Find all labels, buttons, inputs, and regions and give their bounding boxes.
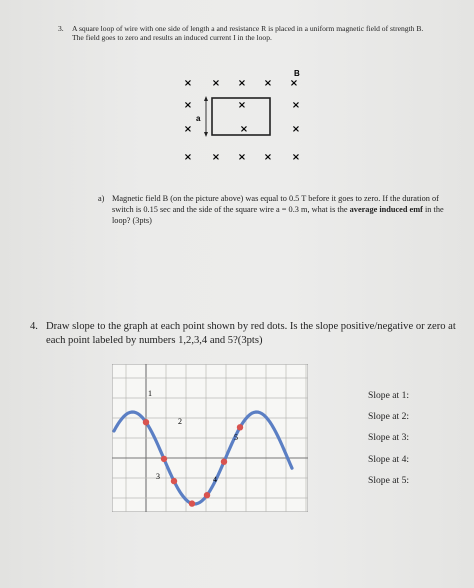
question-3a-text-start: Magnetic field B (on the picture above) was equal to 0.5 T before it goes to zero. If the duration of switch is 0.15 sec and the side of the square wire a = 0.3 m, what is the: [112, 194, 439, 214]
field-x-mark: ×: [263, 152, 273, 163]
question-4-text: Draw slope to the graph at each point shown by red dots. Is the slope positive/negative or zero at each point labeled by numbers 1,2,3,4 and 5?(3pts): [46, 321, 456, 346]
question-3-number: 3.: [58, 24, 64, 33]
magnetic-field-diagram: [160, 64, 320, 174]
question-3-text: A square loop of wire with one side of length a and resistance R is placed in a uniform magnetic field of strength B. The field goes to zero and results an induced current I in the loop.: [72, 24, 424, 42]
red-dot: [204, 492, 210, 498]
field-x-mark: ×: [211, 152, 221, 163]
field-x-mark: ×: [183, 78, 193, 89]
field-x-mark: ×: [289, 78, 299, 89]
point-label-4: 4: [213, 475, 217, 484]
point-label-1: 1: [148, 389, 152, 398]
field-x-mark: ×: [291, 100, 301, 111]
field-x-mark: ×: [183, 124, 193, 135]
question-4-number: 4.: [30, 321, 38, 332]
red-dot: [171, 478, 177, 484]
red-dot: [237, 424, 243, 430]
question-3a-text-end: in the loop? (3pts): [112, 205, 444, 225]
slope-at-5: Slope at 5:: [368, 475, 410, 486]
field-x-mark: ×: [291, 124, 301, 135]
field-x-mark: ×: [211, 78, 221, 89]
field-label-b: B: [294, 69, 300, 78]
red-dot: [221, 459, 227, 465]
slope-at-3: Slope at 3:: [368, 432, 410, 443]
field-x-mark: ×: [237, 152, 247, 163]
red-dot: [189, 500, 195, 506]
red-dot: [143, 419, 149, 425]
point-label-3: 3: [156, 472, 160, 481]
field-x-mark: ×: [237, 100, 247, 111]
field-x-mark: ×: [183, 152, 193, 163]
arrow-head-up: [204, 96, 208, 101]
slope-at-1: Slope at 1:: [368, 390, 410, 401]
field-x-mark: ×: [183, 100, 193, 111]
side-label-a: a: [196, 114, 201, 123]
point-label-5: 5: [234, 433, 238, 442]
slope-at-2: Slope at 2:: [368, 411, 410, 422]
sine-graph: [112, 364, 308, 512]
field-x-mark: ×: [237, 78, 247, 89]
question-3a-label: a): [98, 194, 105, 203]
question-3a-text: [112, 193, 446, 226]
field-x-mark: ×: [239, 124, 249, 135]
question-3a-bold: average induced emf: [349, 205, 423, 214]
field-x-marks: [184, 78, 300, 163]
red-dot: [161, 456, 167, 462]
arrow-head-down: [204, 132, 208, 137]
slope-at-4: Slope at 4:: [368, 454, 410, 465]
field-x-mark: ×: [291, 152, 301, 163]
point-label-2: 2: [178, 417, 182, 426]
field-x-mark: ×: [263, 78, 273, 89]
